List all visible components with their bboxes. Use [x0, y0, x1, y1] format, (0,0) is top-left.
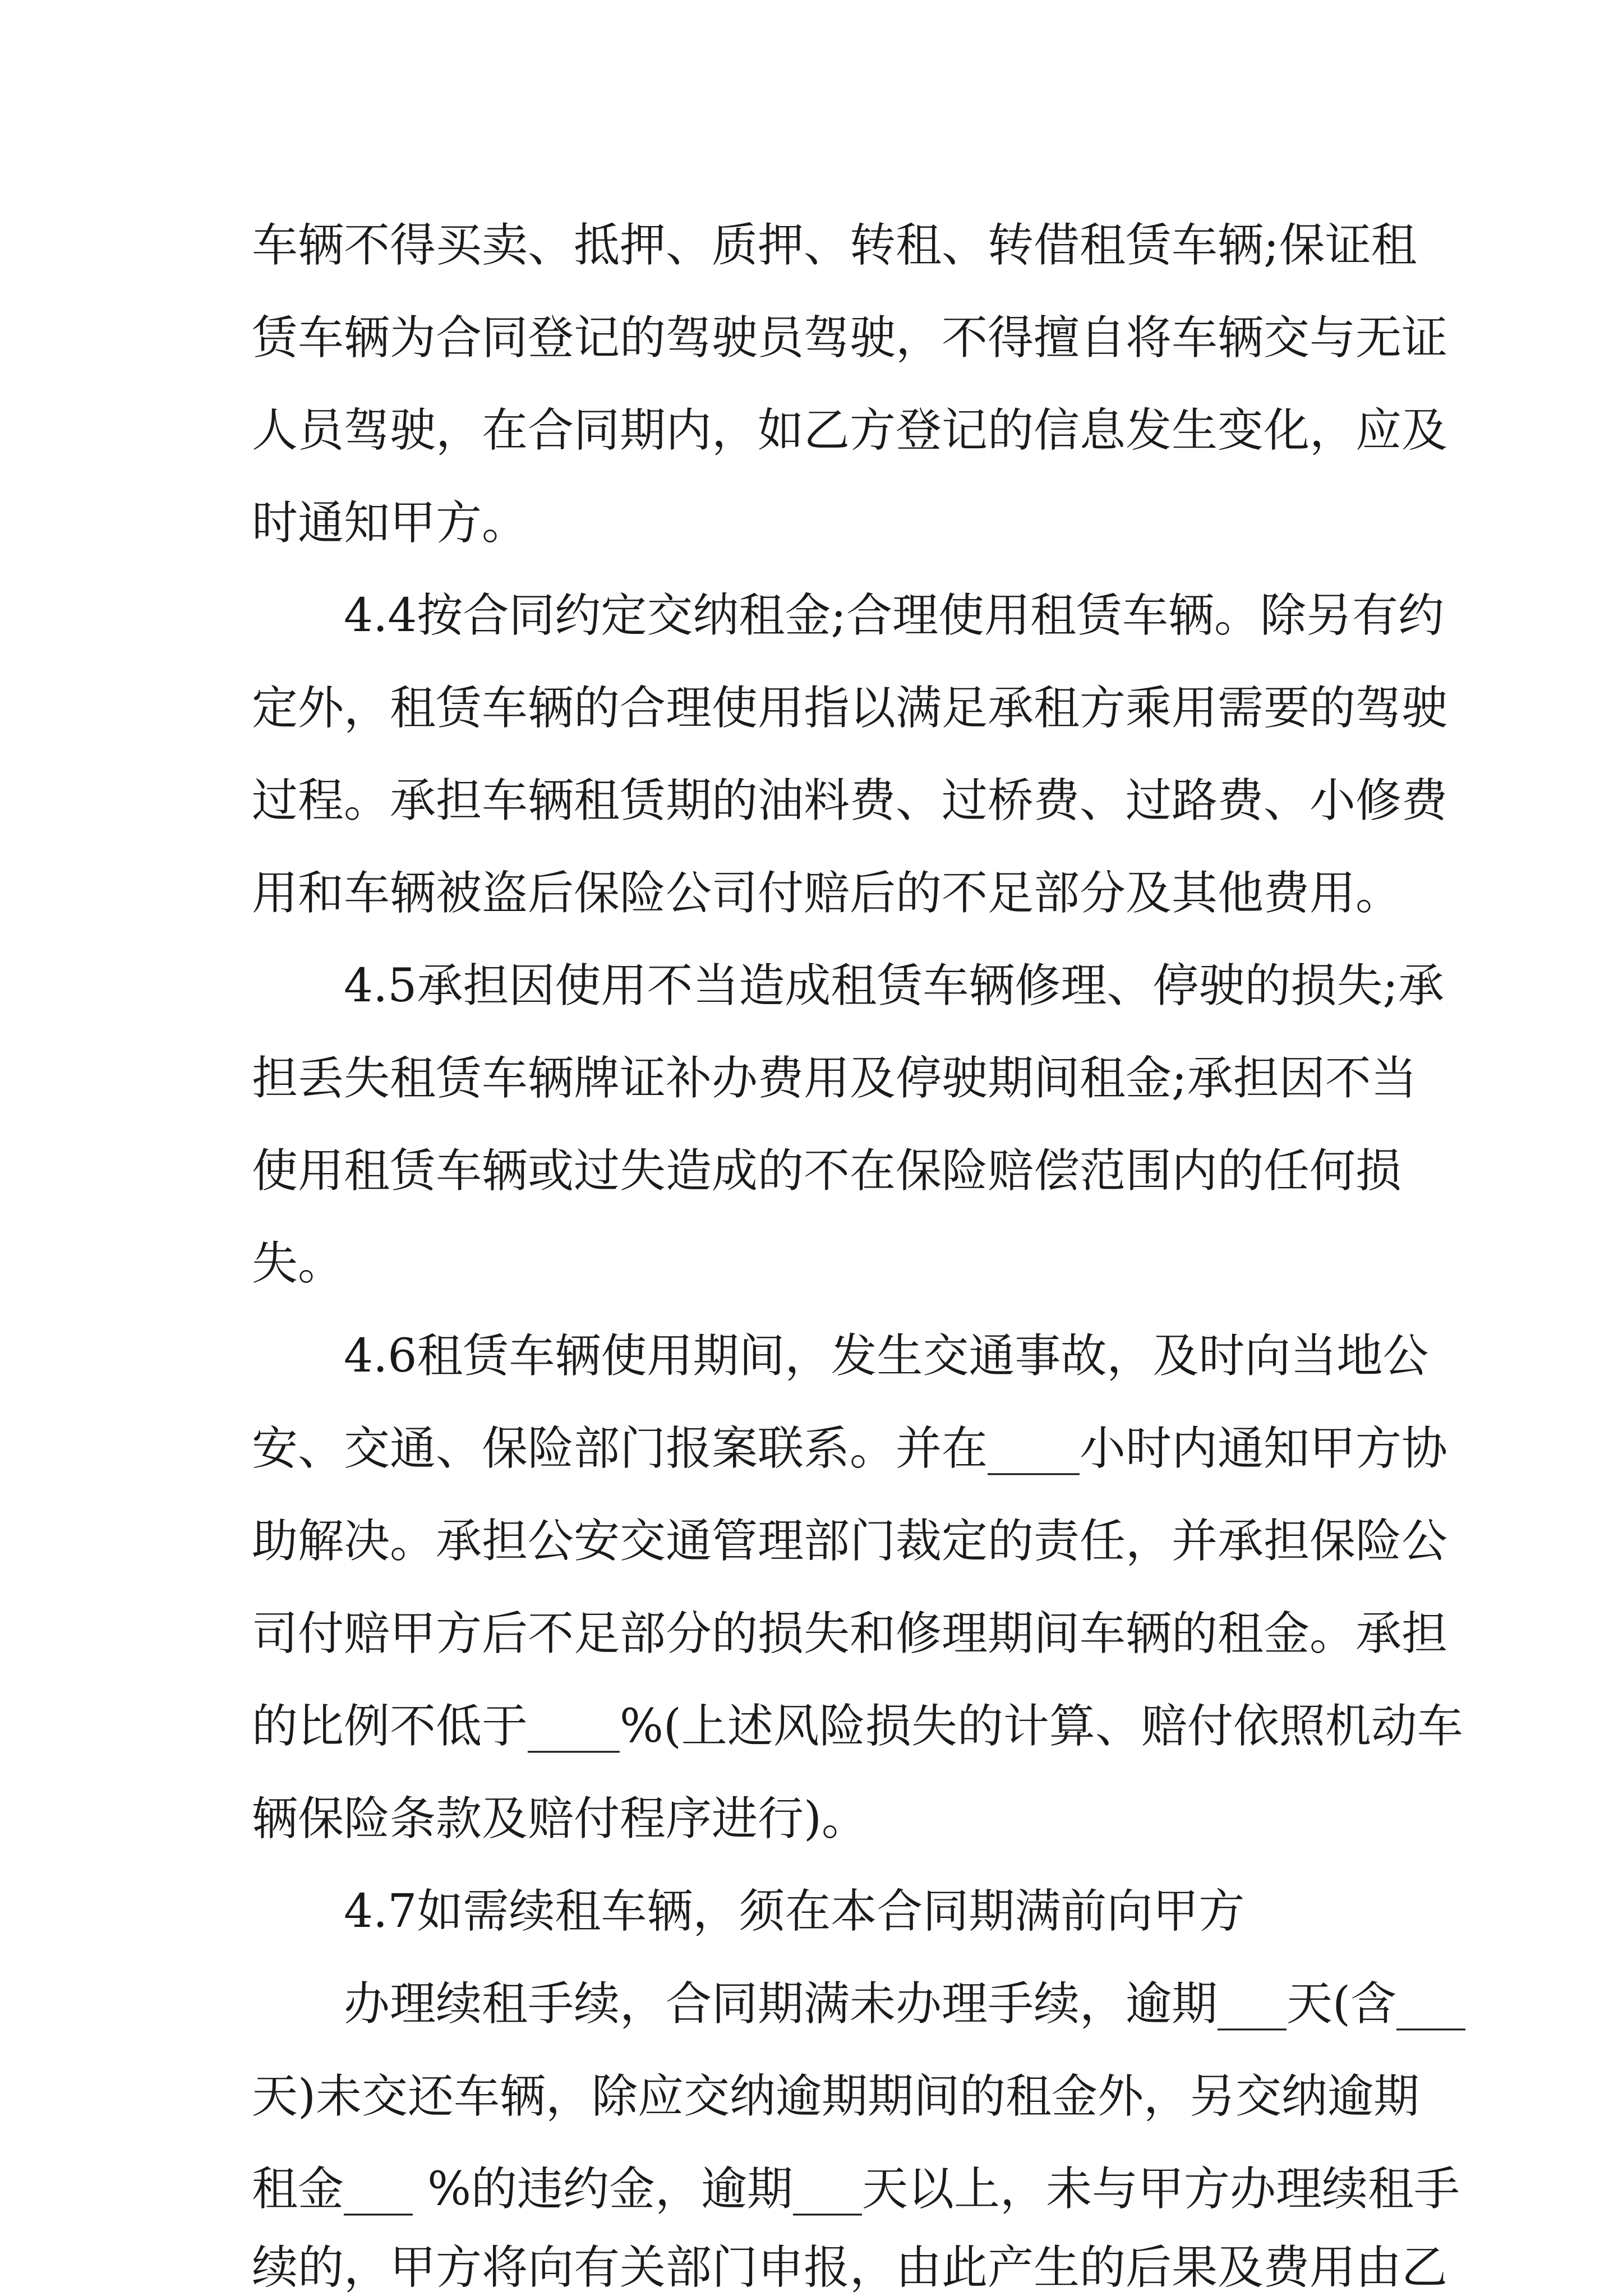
paragraph-line: 过程。承担车辆租赁期的油料费、过桥费、过路费、小修费 [252, 774, 1448, 827]
clause-4-6-line: 4.6租赁车辆使用期间，发生交通事故，及时向当地公 [344, 1329, 1429, 1383]
paragraph-line: 续的，甲方将向有关部门申报，由此产生的后果及费用由乙 [252, 2241, 1448, 2294]
paragraph-line: 使用租赁车辆或过失造成的不在保险赔偿范围内的任何损 [252, 1144, 1402, 1198]
clause-4-4-line: 4.4按合同约定交纳租金;合理使用租赁车辆。除另有约 [344, 589, 1445, 642]
paragraph-line: 租金___ %的违约金，逾期___天以上，未与甲方办理续租手 [252, 2162, 1460, 2216]
paragraph-line: 担丢失租赁车辆牌证补办费用及停驶期间租金;承担因不当 [252, 1052, 1417, 1105]
paragraph-line: 办理续租手续，合同期满未办理手续，逾期___天(含___ [344, 1977, 1465, 2031]
clause-4-5-line: 4.5承担因使用不当造成租赁车辆修理、停驶的损失;承 [344, 959, 1445, 1013]
paragraph-line: 定外，租赁车辆的合理使用指以满足承租方乘用需要的驾驶 [252, 682, 1448, 735]
paragraph-line: 安、交通、保险部门报案联系。并在____小时内通知甲方协 [252, 1422, 1448, 1475]
paragraph-line: 人员驾驶，在合同期内，如乙方登记的信息发生变化，应及 [252, 404, 1448, 457]
paragraph-line: 天)未交还车辆，除应交纳逾期期间的租金外，另交纳逾期 [252, 2070, 1419, 2123]
paragraph-line: 助解决。承担公安交通管理部门裁定的责任，并承担保险公 [252, 1515, 1448, 1568]
paragraph-line: 时通知甲方。 [252, 496, 528, 550]
paragraph-line: 用和车辆被盗后保险公司付赔后的不足部分及其他费用。 [252, 867, 1402, 920]
paragraph-line: 辆保险条款及赔付程序进行)。 [252, 1792, 868, 1846]
paragraph-line: 司付赔甲方后不足部分的损失和修理期间车辆的租金。承担 [252, 1607, 1448, 1660]
paragraph-line: 失。 [252, 1237, 344, 1290]
clause-4-7-line: 4.7如需续租车辆，须在本合同期满前向甲方 [344, 1885, 1245, 1938]
paragraph-line: 车辆不得买卖、抵押、质押、转租、转借租赁车辆;保证租 [252, 219, 1417, 272]
paragraph-line: 赁车辆为合同登记的驾驶员驾驶，不得擅自将车辆交与无证 [252, 311, 1448, 365]
paragraph-line: 的比例不低于____%(上述风险损失的计算、赔付依照机动车 [252, 1700, 1463, 1753]
